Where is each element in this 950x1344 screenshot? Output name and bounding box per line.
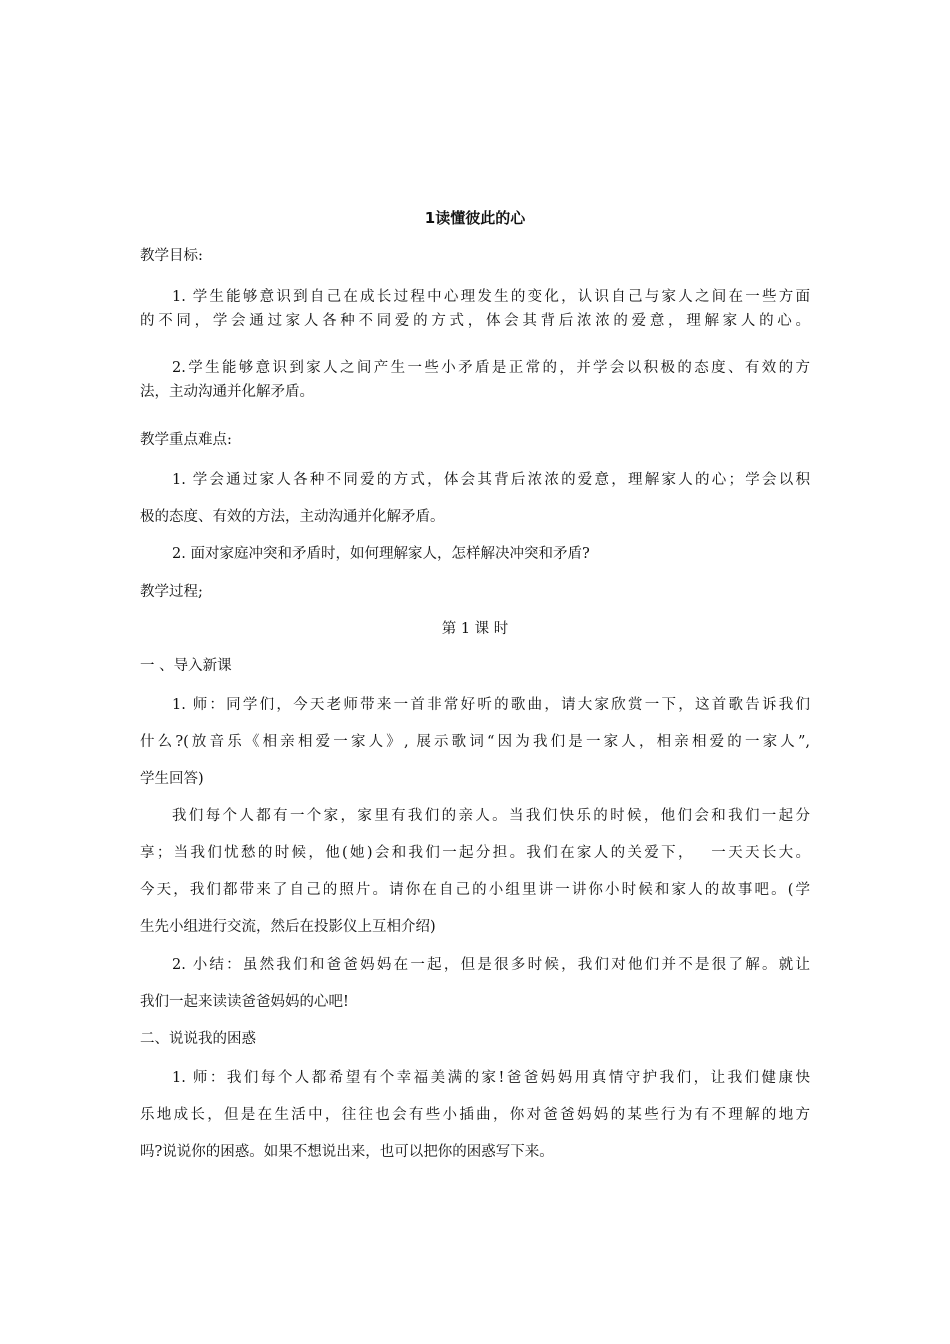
key-2: 2. 面对家庭冲突和矛盾时，如何理解家人，怎样解决冲突和矛盾? <box>172 546 590 562</box>
goal-2-line-1: 2.学生能够意识到家人之间产生一些小矛盾是正常的，并学会以积极的态度、有效的方 <box>172 360 810 376</box>
section-2-para-1-line-2: 乐地成长，但是在生活中，往往也会有些小插曲，你对爸爸妈妈的某些行为有不理解的地方 <box>140 1107 810 1123</box>
section-1-para-2-line-4: 生先小组进行交流，然后在投影仪上互相介绍) <box>140 919 436 935</box>
section-1-para-3-line-1: 2. 小结：虽然我们和爸爸妈妈在一起，但是很多时候，我们对他们并不是很了解。就让 <box>172 957 810 973</box>
key-1-line-2: 极的态度、有效的方法，主动沟通并化解矛盾。 <box>140 509 445 525</box>
section-1-para-2-line-1: 我们每个人都有一个家，家里有我们的亲人。当我们快乐的时候，他们会和我们一起分 <box>172 808 810 824</box>
goal-2-line-2: 法，主动沟通并化解矛盾。 <box>140 384 314 400</box>
section-2-heading: 二、说说我的困惑 <box>140 1031 256 1047</box>
key-1-line-1: 1. 学会通过家人各种不同爱的方式，体会其背后浓浓的爱意，理解家人的心；学会以积 <box>172 472 810 488</box>
goals-heading: 教学目标: <box>140 248 203 264</box>
goal-1-line-2: 的不同，学会通过家人各种不同爱的方式，体会其背后浓浓的爱意，理解家人的心。 <box>140 313 810 329</box>
goal-1-line-1: 1. 学生能够意识到自己在成长过程中心理发生的变化，认识自己与家人之间在一些方面 <box>172 289 810 305</box>
section-1-para-1-line-2: 什么?(放音乐《相亲相爱一家人》, 展示歌词“因为我们是一家人，相亲相爱的一家人”, <box>140 734 810 750</box>
document-page <box>140 0 810 1344</box>
lesson-heading: 第 1 课 时 <box>441 621 509 637</box>
section-1-para-2-line-2: 享；当我们忧愁的时候，他(她)会和我们一起分担。我们在家人的关爱下， 一天天长大。 <box>140 845 810 861</box>
section-1-para-2-line-3: 今天，我们都带来了自己的照片。请你在自己的小组里讲一讲你小时候和家人的故事吧。(学 <box>140 882 810 898</box>
section-1-heading: 一 、导入新课 <box>140 658 232 674</box>
section-2-para-1-line-3: 吗?说说你的困惑。如果不想说出来，也可以把你的困惑写下来。 <box>140 1144 554 1160</box>
section-1-para-1-line-1: 1. 师：同学们，今天老师带来一首非常好听的歌曲，请大家欣赏一下，这首歌告诉我们 <box>172 697 810 713</box>
section-2-para-1-line-1: 1. 师：我们每个人都希望有个幸福美满的家!爸爸妈妈用真情守护我们，让我们健康快 <box>172 1070 810 1086</box>
key-points-heading: 教学重点难点: <box>140 432 232 448</box>
section-1-para-3-line-2: 我们一起来读读爸爸妈妈的心吧! <box>140 994 349 1010</box>
section-1-para-1-line-3: 学生回答) <box>140 771 204 787</box>
document-title: 1读懂彼此的心 <box>424 209 526 227</box>
process-heading: 教学过程; <box>140 584 203 600</box>
